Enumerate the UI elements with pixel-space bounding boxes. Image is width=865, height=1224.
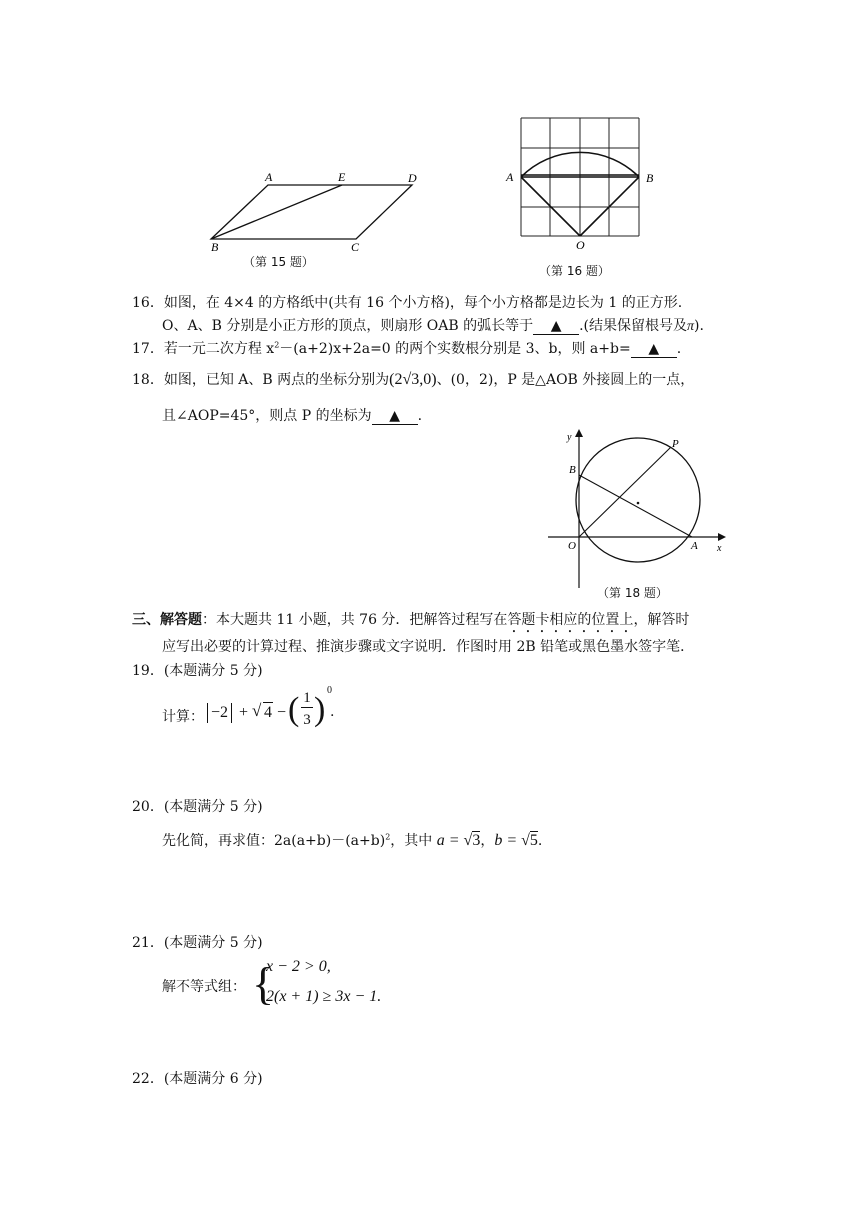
circle-axes-diagram — [548, 425, 733, 590]
q17-number: 17． — [132, 341, 164, 357]
q17-line — [132, 338, 681, 358]
q20-end: . — [537, 833, 543, 849]
q17-end: . — [676, 341, 682, 357]
figure-18 — [548, 425, 733, 590]
q19-paren-left: ( — [288, 691, 300, 728]
q20-superscript: 2 — [385, 832, 391, 842]
fig18-label-p: P — [672, 438, 679, 450]
fig18-caption: （第 18 题） — [597, 586, 668, 600]
q19-header: 19．(本题满分 5 分) — [132, 663, 263, 679]
section3-line2: 应写出必要的计算过程、推演步骤或文字说明．作图时用 2B 铅笔或黑色墨水签字笔． — [162, 639, 695, 655]
q19-fraction-denominator: 3 — [303, 712, 311, 728]
q19-minus: − — [277, 704, 287, 721]
fig16-label-a: A — [506, 170, 514, 184]
fig18-label-o: O — [568, 540, 576, 552]
fig15-label-d: D — [408, 171, 417, 185]
q18-line1 — [132, 369, 694, 389]
section3-line1 — [132, 609, 689, 636]
q17-text-b: －(a+2)x+2a=0 的两个实数根分别是 3、b，则 a+b= — [279, 341, 631, 357]
q19-sqrt-sign: √ — [252, 701, 262, 720]
q18-text-b: 、(0，2)，P 是△AOB 外接圆上的一点， — [436, 372, 695, 388]
q16-text-line2a: O、A、B 分别是小正方形的顶点，则扇形 OAB 的弧长等于 — [162, 318, 534, 334]
q18-text-line2: 且∠AOP=45°，则点 P 的坐标为 — [162, 408, 372, 424]
q19-end: . — [330, 704, 335, 720]
q17-text-a: 若一元二次方程 x — [163, 341, 275, 357]
q18-coord-a: (2√3,0) — [389, 371, 437, 388]
q16-text-line2c: ). — [694, 318, 704, 334]
q21-inequality-2: 2(x + 1) ≥ 3x − 1. — [266, 988, 382, 1005]
section3-text-a: ：本大题共 11 小题，共 76 分．把解答过程写在 — [202, 612, 508, 628]
q22-header: 22．(本题满分 6 分) — [132, 1071, 263, 1087]
q16-number: 16． — [132, 295, 164, 311]
q19-sqrt-argument: 4 — [264, 704, 272, 721]
q19-exponent: 0 — [327, 685, 332, 696]
section3-text-b: ，解答时 — [633, 612, 690, 628]
q17-answer-blank: ▲ — [631, 341, 677, 358]
q18-answer-blank: ▲ — [372, 408, 418, 425]
section3-emphasis: 答题卡相应的位置上 — [507, 612, 634, 628]
q18-end: . — [417, 408, 423, 424]
q20-header: 20．(本题满分 5 分) — [132, 799, 263, 815]
fig18-label-y: y — [567, 432, 572, 443]
fig15-label-a: A — [265, 170, 273, 184]
q20-expression — [162, 830, 542, 850]
q20-text-a: 先化简，再求值：2a(a+b)－(a+b) — [162, 833, 386, 849]
q19-label: 计算： — [162, 709, 204, 725]
fig18-label-x: x — [717, 543, 722, 554]
q17-superscript: 2 — [274, 340, 280, 350]
q20-text-b: ，其中 — [390, 833, 433, 849]
q19-paren-right: ) — [314, 691, 326, 728]
figure-16 — [500, 115, 670, 255]
fig16-caption: （第 16 题） — [539, 264, 610, 278]
q20-a-equals: a = — [436, 832, 464, 849]
figure-15 — [205, 165, 435, 275]
fig15-label-c: C — [351, 240, 360, 254]
grid-sector-diagram — [500, 115, 670, 255]
q18-coord-a-value: 2√3,0 — [394, 371, 432, 388]
fig16-label-o: O — [576, 238, 585, 252]
q19-fraction-numerator: 1 — [301, 690, 313, 708]
q21-inequality-1: x − 2 > 0, — [266, 958, 331, 975]
q16-text-line2b: .(结果保留根号及 — [579, 318, 688, 334]
q20-b-value: 5 — [529, 832, 538, 849]
section3-title: 三、解答题 — [132, 612, 202, 628]
q21-label: 解不等式组： — [162, 979, 246, 995]
fig15-label-e: E — [338, 170, 346, 184]
q21-header: 21．(本题满分 5 分) — [132, 935, 263, 951]
q20-a-sqrt-sign: √ — [463, 832, 473, 849]
fig16-label-b: B — [646, 171, 654, 185]
q20-b-equals: b = — [494, 832, 522, 849]
q18-number: 18． — [132, 372, 164, 388]
q20-a-value: 3 — [472, 832, 481, 849]
q16-text-line1: 如图，在 4×4 的方格纸中(共有 16 个小方格)，每个小方格都是边长为 1 的正方形. — [163, 295, 683, 311]
q21-brace: { — [252, 958, 275, 1009]
q16-pi: π — [687, 319, 695, 334]
q19-plus: + — [239, 704, 249, 721]
q18-line2 — [162, 405, 422, 425]
q19-absolute-value: −2 — [207, 703, 232, 723]
q16-line2 — [162, 315, 704, 335]
fig18-label-b: B — [569, 464, 576, 476]
q20-b-sqrt-sign: √ — [521, 832, 530, 849]
q16-answer-blank: ▲ — [533, 318, 579, 335]
q18-text-a: 如图，已知 A、B 两点的坐标分别为 — [163, 372, 390, 388]
q16-line1 — [132, 292, 682, 312]
parallelogram-diagram — [205, 165, 435, 275]
fig18-label-a: A — [691, 540, 698, 552]
q20-separator: ， — [480, 833, 495, 849]
fig15-caption: （第 15 题） — [243, 255, 314, 269]
fig15-label-b: B — [211, 240, 219, 254]
